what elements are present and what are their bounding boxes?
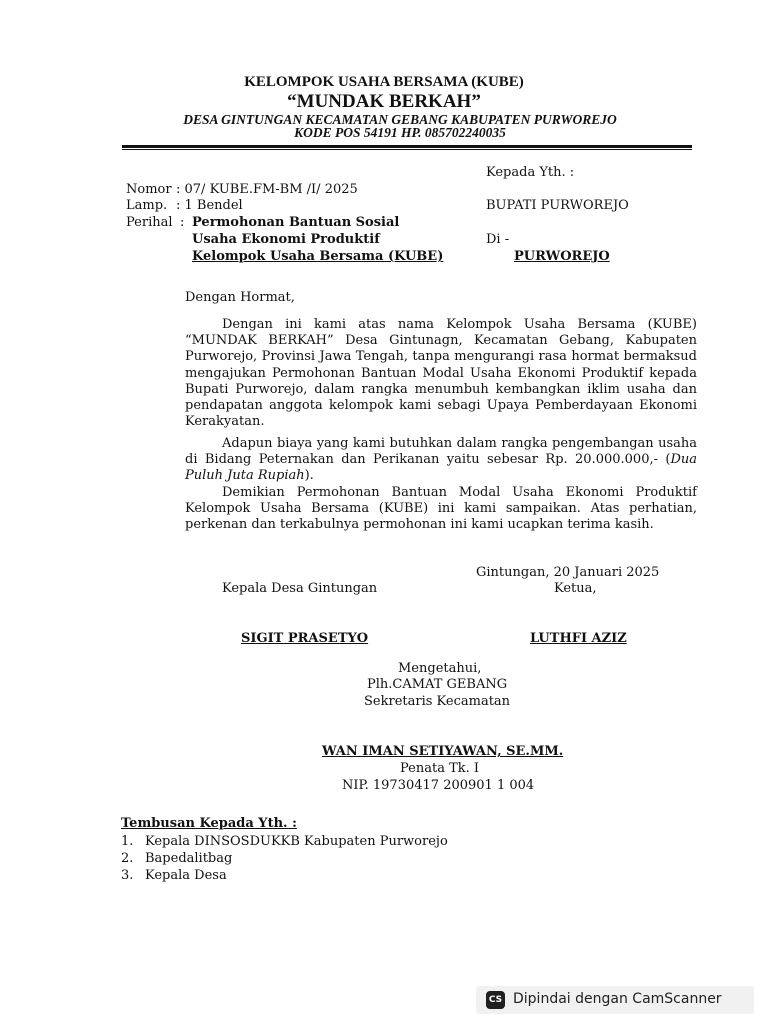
- right-signer-name: LUTHFI AZIZ: [530, 631, 627, 646]
- cc-list: [121, 833, 448, 884]
- letterhead-divider-thin: [122, 149, 692, 150]
- nomor-label: Nomor: [126, 182, 172, 197]
- letterhead-org: KELOMPOK USAHA BERSAMA (KUBE): [244, 74, 524, 90]
- lamp-value: : 1 Bendel: [176, 198, 243, 213]
- cc-item-text: Kepala Desa: [145, 868, 227, 883]
- cc-item-number: 1.: [121, 834, 134, 849]
- official-nip: NIP. 19730417 200901 1 004: [342, 778, 535, 793]
- official-name: WAN IMAN SETIYAWAN, SE.MM.: [322, 744, 564, 759]
- paragraph-2: [185, 436, 697, 485]
- recipient-di: Di -: [486, 232, 510, 247]
- left-signer-title: Kepala Desa Gintungan: [222, 581, 378, 596]
- letterhead-address: DESA GINTUNGAN KECAMATAN GEBANG KABUPATEN PURWOREJO: [183, 112, 617, 127]
- paragraph-2-text: Adapun biaya yang kami butuhkan dalam rangka pengembangan usaha di Bidang Peternakan dan Perikanan yaitu sebesar Rp. 20.000.000,- (: [185, 436, 697, 468]
- paragraph-3-text: Demikian Permohonan Bantuan Modal Usaha Ekonomi Produktif Kelompok Usaha Bersama (KUBE) ini kami sampaikan. Atas perhatian, perkenan dan terkabulnya permohonan ini kami ucapkan terima kasih.: [185, 485, 697, 533]
- paragraph-3: [185, 485, 697, 534]
- cc-item-number: 2.: [121, 851, 134, 866]
- letterhead-divider-thick: [122, 145, 692, 148]
- perihal-line-3: Kelompok Usaha Bersama (KUBE): [192, 249, 444, 264]
- right-signer-title: Ketua,: [554, 581, 597, 596]
- paragraph-1-text: Dengan ini kami atas nama Kelompok Usaha Bersama (KUBE) “MUNDAK BERKAH” Desa Gintunagn, Kecamatan Gebang, Kabupaten Purworejo, Provinsi Jawa Tengah, tanpa mengurangi rasa hormat bermaksud mengajukan Permohonan Bantuan Modal Usaha Ekonomi Produktif kepada Bupati Purworejo, dalam rangka menumbuh kembangkan iklim usaha dan pendapatan anggota kelompok kami sebagi Upaya Pemberdayaan Ekonomi Kerakyatan.: [185, 317, 697, 430]
- perihal-colon: :: [180, 215, 185, 230]
- cc-item: [121, 850, 448, 867]
- camat-title: Plh.CAMAT GEBANG: [367, 677, 508, 692]
- left-signer-name: SIGIT PRASETYO: [241, 631, 369, 646]
- cc-item: [121, 867, 448, 884]
- cc-item: [121, 833, 448, 850]
- cc-item-number: 3.: [121, 868, 134, 883]
- sekretaris-title: Sekretaris Kecamatan: [364, 694, 511, 709]
- letter-date: Gintungan, 20 Januari 2025: [476, 565, 660, 580]
- recipient-salutation: Kepada Yth. :: [486, 165, 575, 180]
- camscanner-watermark: [476, 986, 754, 1014]
- greeting: Dengan Hormat,: [185, 290, 295, 305]
- cc-item-text: Bapedalitbag: [145, 851, 233, 866]
- paragraph-2-end: ).: [304, 468, 314, 484]
- perihal-line-1: Permohonan Bantuan Sosial: [192, 215, 400, 230]
- lamp-label: Lamp.: [126, 198, 168, 213]
- perihal-line-2: Usaha Ekonomi Produktif: [192, 232, 380, 247]
- recipient-place: PURWOREJO: [514, 249, 610, 264]
- paragraph-2-amount-words: Dua Puluh Juta Rupiah: [185, 452, 697, 484]
- known-label: Mengetahui,: [398, 661, 482, 676]
- camscanner-logo-icon: CS: [486, 991, 505, 1009]
- camscanner-text: Dipindai dengan CamScanner: [513, 991, 722, 1007]
- cc-item-text: Kepala DINSOSDUKKB Kabupaten Purworejo: [145, 834, 448, 849]
- nomor-value: : 07/ KUBE.FM-BM /I/ 2025: [176, 182, 358, 197]
- cc-title: Tembusan Kepada Yth. :: [121, 816, 297, 831]
- letterhead-contact: KODE POS 54191 HP. 085702240035: [294, 125, 506, 140]
- recipient-name: BUPATI PURWOREJO: [486, 198, 629, 213]
- letterhead-name: “MUNDAK BERKAH”: [287, 91, 481, 112]
- perihal-label: Perihal: [126, 215, 173, 230]
- official-rank: Penata Tk. I: [400, 761, 480, 776]
- paragraph-1: [185, 317, 697, 430]
